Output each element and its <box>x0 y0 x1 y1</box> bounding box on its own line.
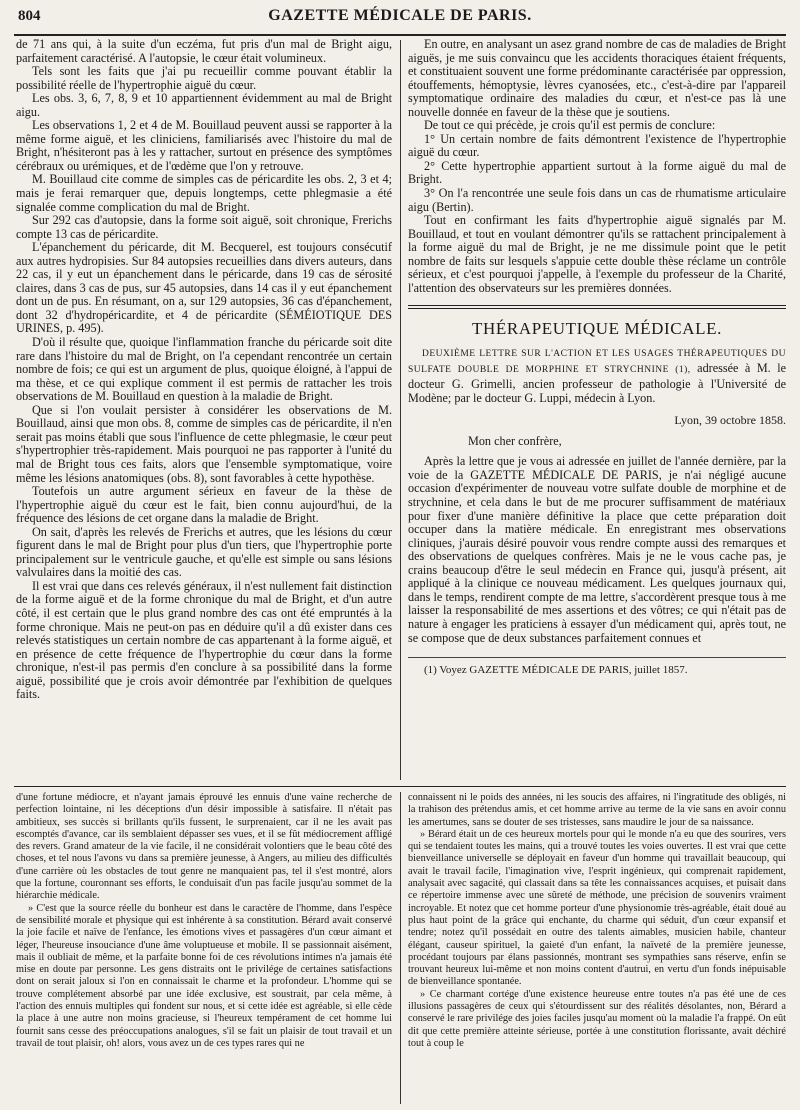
paragraph: L'épanchement du péricarde, dit M. Becquerel, est toujours consécutif aux autres hydropisies. Sur 84 autopsies recueillies dans divers auteurs, dans 22 cas, il y eut un épanchement dans le péricarde, dans 19 cas de sérosité claires, dans 3 cas de pus, sur 45 autopsies, dans 14 cas il y eut épanchement dont un de pus. En résumant, on a, sur 129 autopsies, 36 cas d'épanchement, dont 32 d'hydropéricardite, et 4 de péricardite (SÉMÉIOTIQUE DES URINES, p. 495). <box>16 240 392 336</box>
article-title-rest: adressée à M. le docteur G. Grimelli, ancien professeur de pathologie à l'Université de Modène; par le docteur G. Luppi, médecin à Lyon. <box>408 361 786 406</box>
paragraph: connaissent ni le poids des années, ni les soucis des affaires, ni l'ingratitude des obligés, ni la trahison des prétendus amis, et cet homme arrive au terme de la vie sans en avoir connu les amertumes, sans se douter de ses tristesses, sans maudire le jour de sa naissance. <box>408 792 786 828</box>
paragraph: Sur 292 cas d'autopsie, dans la forme soit aiguë, soit chronique, Frerichs compte 13 cas de péricardite. <box>16 213 392 241</box>
article-title-caps: DEUXIÈME LETTRE SUR L'ACTION ET LES USAGES THÉRAPEUTIQUES DU SULFATE DOUBLE DE MORPHINE ET STRYCHNINE (1), <box>408 349 786 376</box>
paragraph: Que si l'on voulait persister à considérer les observations de M. Bouillaud, ainsi que mon obs. 8, comme de simples cas de péricardite, il n'en serait pas moins établi que sous l'influence de cette phlegmasie, le cœur peut s'hypertrophier très-rapidement. Mais pourquoi ne pas rapporter à l'unité du mal de Bright tous ces faits, alors que l'ensemble symptomatique, voire même les lésions anatomiques (obs. 8), sont favorables à cette hypothèse. <box>16 402 392 485</box>
paragraph: D'où il résulte que, quoique l'inflammation franche du péricarde soit dite rare dans l'histoire du mal de Bright, on l'a cependant rencontrée un certain nombre de fois; ce qui est un argument de plus, quoique éloigné, à l'appui de ma thèse, et ce qui explique comment il est permis de rattacher les trois observations de M. Bouillaud en question à la maladie de Bright. <box>16 335 392 404</box>
paragraph: » C'est que la source réelle du bonheur est dans le caractère de l'homme, dans l'espèce de sensibilité morale et physique qui est inhérente à sa constitution. Bérard avait conservé la joie facile et naïve de l'enfance, les émotions vives et passagères d'un cœur aimant et léger, l'heureuse insouciance d'une âme voluptueuse et mobile. Il se passionnait aisément, mais il oubliait de même, et la parfaite bonne foi de ces révolutions intimes n'a jamais été mise en doute par personne. Les gens distraits ont le privilége de certaines satisfactions dont on serait jaloux si l'on en connaissait le charme et la profondeur. L'homme qui se trouve complétement absorbé par une idée exclusive, est soustrait, par cela même, à l'action des ennuis multiples qui fondent sur nous, et si cette idée est agréable, si elle cède la place à une autre non moins gracieuse, si l'heureux tempérament de cet homme lui fournit sans cesse des préoccupations analogues, s'il se fait un plaisir de tout travail et un travail de tout plaisir, oh! alors, vous avez un de ces types rares qui ne <box>16 902 392 1049</box>
paragraph: 2° Cette hypertrophie appartient surtout à la forme aiguë du mal de Bright. <box>408 158 786 187</box>
page-header <box>14 6 786 30</box>
paragraph: On sait, d'après les relevés de Frerichs et autres, que les lésions du cœur figurent dans le mal de Bright pour plus d'un tiers, que l'hypertrophie porte principalement sur le ventricule gauche, et qu'elle est simple ou sans lésions valvulaires dans la moitié des cas. <box>16 524 392 580</box>
section-title: THÉRAPEUTIQUE MÉDICALE. <box>472 319 722 339</box>
footnote-rule <box>408 657 786 658</box>
footnote: (1) Voyez GAZETTE MÉDICALE DE PARIS, juillet 1857. <box>424 664 688 677</box>
paragraph: M. Bouillaud cite comme de simples cas de péricardite les obs. 2, 3 et 4; mais je ferai remarquer que, depuis longtemps, cette phlegmasie a été signalée comme complication du mal de Bright. <box>16 172 392 214</box>
paragraph: » Ce charmant cortége d'une existence heureuse entre toutes n'a pas été une de ces illusions passagères de ceux qui s'étourdissent sur des réalités désolantes, non, Bérard a conservé le rare privilége des joies faciles jusqu'au moment où la maladie l'a frappé. On eût dit que cette première atteinte sérieuse, portée à une constitution florissante, avait déchiré tout à coup le <box>408 988 786 1049</box>
paragraph: » Bérard était un de ces heureux mortels pour qui le monde n'a eu que des sourires, vers qui se tendaient toutes les mains, qui a trouvé toutes les voies ouvertes. Il est vrai que cette bienveillance universelle se déployait en faveur d'un homme qui travaillait beaucoup, qui avait le travail facile, l'imagination vive, l'esprit ingénieux, qui comprenait rapidement, analysait avec sagacité, qui classait dans sa tête les connaissances acquises, et puisait dans ce répertoire immense avec une sûreté de méthode, une précision de souvenirs vraiment incroyable. Et notez que cet homme porteur d'une physionomie très-agréable, était doué au plus haut point de la grâce qui enchante, du charme qui séduit, d'un cœur expansif et tendre; notez qu'il possédait en outre des talents aimables, musicien habile, chanteur élégant, causeur spirituel, la gaieté d'un enfant, la naïveté de la première jeunesse, procédant toujours par élans passionnés, montrant ses sympathies sans réserve, enfin se trouvant heureux lui-même et non moins content d'autrui, en vertu d'un fonds inépuisable de bienveillance spontanée. <box>408 828 786 988</box>
left-column <box>16 38 392 778</box>
column-divider <box>400 40 401 780</box>
paragraph: 1° Un certain nombre de faits démontrent l'existence de l'hypertrophie aiguë du cœur. <box>408 131 786 160</box>
paragraph: de 71 ans qui, à la suite d'un eczéma, fut pris d'un mal de Bright aigu, parfaitement caractérisé. A l'autopsie, le cœur était volumineux. <box>16 38 392 65</box>
bottom-right-column <box>408 792 786 1106</box>
bottom-left-column <box>16 792 392 1106</box>
paragraph: De tout ce qui précède, je crois qu'il est permis de conclure: <box>424 118 716 133</box>
paragraph: Tels sont les faits que j'ai pu recueillir comme pouvant établir la possibilité réelle de l'hypertrophie aiguë du cœur. <box>16 64 392 92</box>
journal-title: GAZETTE MÉDICALE DE PARIS. <box>268 7 532 24</box>
paragraph: Les observations 1, 2 et 4 de M. Bouillaud peuvent aussi se rapporter à la même forme aiguë, et les cliniciens, familiarisés avec l'histoire du mal de Bright, n'hésiteront pas à les y rattacher, surtout en présence des symptômes cérébraux ou urémiques, et de l'œdème que l'on y retrouve. <box>16 118 392 173</box>
paragraph: Les obs. 3, 6, 7, 8, 9 et 10 appartiennent évidemment au mal de Bright aigu. <box>16 91 392 119</box>
paragraph: Après la lettre que je vous ai adressée en juillet de l'année dernière, par la voie de la GAZETTE MÉDICALE DE PARIS, je n'ai négligé aucune occasion d'expérimenter de nouveau votre sulfate double de morphine et de strychnine, et cela dans le but de me procurer suffisamment de matériaux pour fixer d'une manière définitive la place que cette préparation doit occuper dans la matière médicale. En enregistrant mes observations cliniques, j'aurais désiré pouvoir vous rendre compte aussi des remarques et des observations de quelques confrères. Mais je ne le vous cache pas, je crains beaucoup d'être le seul médecin en France qui, jusqu'à présent, ait appliqué à la clinique ce nouveau médicament. Les quelques journaux qui, dans le temps, rendirent compte de ma lettre, s'accordèrent presque tous à me laisser la responsabilité de mes assertions et des vôtres; ce qui n'était pas de nature à engager les praticiens à essayer d'un médicament qui, après tout, ne se compose que de deux substances parfaitement connues et <box>408 454 786 645</box>
section-rule <box>408 305 786 309</box>
header-rule <box>14 34 786 36</box>
paragraph: Tout en confirmant les faits d'hypertrophie aiguë signalés par M. Bouillaud, et tout en voulant démontrer qu'ils se rattachent principalement à la forme aiguë du mal de Bright, je ne me dissimule point que le petit nombre de faits sur lesquels s'appuie cette double thèse réclame un contrôle sérieux, et c'est pourquoi j'appelle, à l'exemple du professeur de la Charité, l'attention des observateurs sur les premières données. <box>408 213 786 295</box>
paragraph: Il est vrai que dans ces relevés généraux, il n'est nullement fait distinction de la forme aiguë et de la forme chronique du mal de Bright, et d'un autre côté, il est certain que le plus grand nombre des cas ont été empruntés à la forme chronique. Mais ne peut-on pas en déduire qu'il a dû exister dans ces relevés statistiques un certain nombre de cas appartenant à la forme aiguë, et en présence de cette fréquence de l'hypertrophie du cœur dans la forme chronique, n'est-il pas permis d'en conclure à sa possibilité dans la forme aiguë, possibilité que je crois avoir démontrée par l'exhibition de quelques faits. <box>16 578 392 702</box>
bottom-column-divider <box>400 792 401 1104</box>
paragraph: Toutefois un autre argument sérieux en faveur de la thèse de l'hypertrophie aiguë du cœur est le fait, bien connu aujourd'hui, de la fréquence des lésions de cet organe dans la maladie de Bright. <box>16 484 392 526</box>
paragraph: d'une fortune médiocre, et n'ayant jamais éprouvé les ennuis d'une vaine recherche de perfection lointaine, ni les déceptions d'un désir impossible à satisfaire. Il n'était pas ambitieux, ses succès si brillants qu'ils fussent, le surprenaient, car il ne les avait pas escomptés d'avance, car ils semblaient dépasser ses vues, et il se fût médiocrement affligé des revers. Grand amateur de la vie facile, il ne considérait volontiers que le beau côté des choses, et tel nous l'avons vu dans sa première jeunesse, à Angers, au milieu des difficultés d'une carrière où les obstacles de tout genre ne manquaient pas, tel il s'est montré, alors que la fortune, couronnant ses efforts, le conduisait d'un pas facile jusqu'au sommet de la hiérarchie médicale. <box>16 792 392 902</box>
right-column <box>408 38 786 780</box>
dateline: Lyon, 39 octobre 1858. <box>674 413 786 428</box>
paragraph: 3° On l'a rencontrée une seule fois dans un cas de rhumatisme articulaire aigu (Bertin). <box>408 186 786 214</box>
bottom-rule <box>14 786 786 787</box>
salutation: Mon cher confrère, <box>468 434 562 449</box>
page-number: 804 <box>18 8 41 24</box>
paragraph: En outre, en analysant un asez grand nombre de cas de maladies de Bright aiguës, je me suis convaincu que les accidents thoraciques étaient fréquents, et constituaient souvent une forme prédominante caractérisée par oppression, étouffements, hémoptysie, lèvres cyanosées, etc., c'est-à-dire par l'appareil symptomatique ordinaire des maladies du cœur, et n'est-ce pas là une nouvelle donnée en faveur de la thèse que je soutiens. <box>408 38 786 119</box>
article-title <box>408 345 786 405</box>
